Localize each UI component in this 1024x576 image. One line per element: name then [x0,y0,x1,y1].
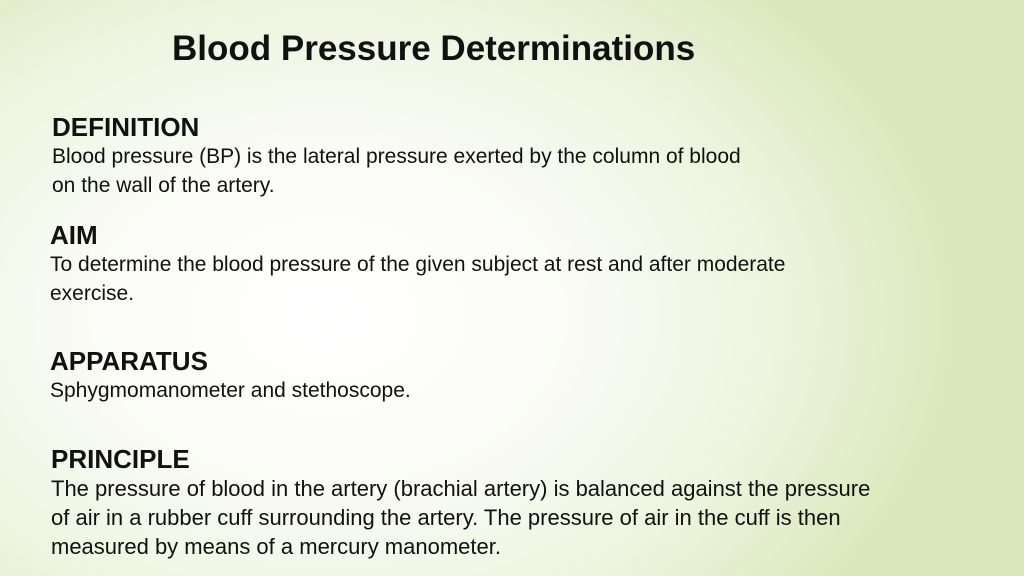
principle-line: The pressure of blood in the artery (brachial artery) is balanced against the pressure [51,476,871,501]
principle-line: measured by means of a mercury manometer. [51,534,501,559]
principle-text [51,474,1011,561]
definition-line: Blood pressure (BP) is the lateral pressure exerted by the column of blood [52,145,741,168]
definition-section [52,112,1012,200]
principle-section [51,444,1011,561]
apparatus-text [50,376,1010,405]
apparatus-section [50,346,1010,405]
definition-heading: DEFINITION [52,112,200,142]
slide-title: Blood Pressure Determinations [172,29,696,68]
aim-line: To determine the blood pressure of the given subject at rest and after moderate [50,253,786,276]
principle-heading: PRINCIPLE [51,444,190,474]
principle-line: of air in a rubber cuff surrounding the artery. The pressure of air in the cuff is then [51,505,841,530]
definition-line: on the wall of the artery. [52,174,275,197]
aim-line: exercise. [50,282,135,305]
aim-section [50,220,1010,308]
apparatus-heading: APPARATUS [50,346,208,376]
apparatus-line: Sphygmomanometer and stethoscope. [50,379,411,402]
definition-text [52,142,1012,200]
aim-heading: AIM [50,220,98,250]
aim-text [50,250,1010,308]
